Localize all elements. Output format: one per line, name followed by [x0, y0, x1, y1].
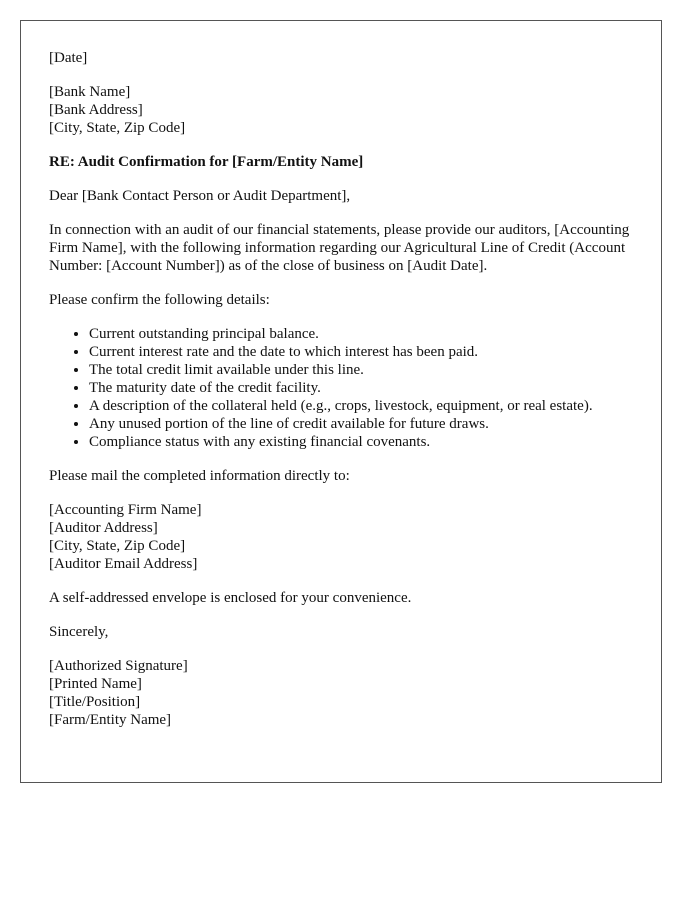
- auditor-firm-name: [Accounting Firm Name]: [49, 502, 202, 518]
- authorized-signature: [Authorized Signature]: [49, 658, 188, 674]
- printed-name: [Printed Name]: [49, 676, 142, 692]
- envelope-note-block: [49, 589, 633, 607]
- letter-date: [Date]: [49, 50, 88, 66]
- letter-salutation: Dear [Bank Contact Person or Audit Department],: [49, 188, 351, 204]
- subject-block: [49, 153, 633, 171]
- closing-block: [49, 623, 633, 641]
- recipient-address-block: [49, 83, 633, 137]
- auditor-email: [Auditor Email Address]: [49, 556, 198, 572]
- auditor-city-state-zip: [City, State, Zip Code]: [49, 538, 186, 554]
- list-item: • Current interest rate and the date to which interest has been paid.: [89, 343, 633, 361]
- salutation-block: [49, 187, 633, 205]
- signature-block: [49, 657, 633, 729]
- list-item: • Current outstanding principal balance.: [89, 325, 633, 343]
- list-item: • The maturity date of the credit facility.: [89, 379, 633, 397]
- signer-entity: [Farm/Entity Name]: [49, 712, 172, 728]
- bank-address: [Bank Address]: [49, 102, 143, 118]
- intro-paragraph: In connection with an audit of our financial statements, please provide our auditors, [Accounting Firm Name], with the following information regarding our Agricultural Line of Credit (Account Number: [Account Number]) as of the close of business on [Audit Date].: [49, 222, 630, 274]
- list-item: • Compliance status with any existing financial covenants.: [89, 433, 633, 451]
- confirmation-letter: [20, 20, 662, 783]
- list-item: • The total credit limit available under this line.: [89, 361, 633, 379]
- list-item: • A description of the collateral held (e.g., crops, livestock, equipment, or real estate).: [89, 397, 633, 415]
- letter-closing: Sincerely,: [49, 624, 109, 640]
- list-item: • Any unused portion of the line of credit available for future draws.: [89, 415, 633, 433]
- confirm-heading: Please confirm the following details:: [49, 292, 270, 308]
- mail-instruction-block: [49, 467, 633, 485]
- letter-date-block: [49, 49, 633, 67]
- bank-name: [Bank Name]: [49, 84, 131, 100]
- envelope-note: A self-addressed envelope is enclosed for your convenience.: [49, 590, 412, 606]
- details-list: [49, 325, 633, 451]
- mail-instruction: Please mail the completed information directly to:: [49, 468, 350, 484]
- auditor-address-block: [49, 501, 633, 573]
- letter-subject: RE: Audit Confirmation for [Farm/Entity Name]: [49, 154, 364, 170]
- title-position: [Title/Position]: [49, 694, 141, 710]
- auditor-address: [Auditor Address]: [49, 520, 158, 536]
- confirm-heading-block: [49, 291, 633, 309]
- bank-city-state-zip: [City, State, Zip Code]: [49, 120, 186, 136]
